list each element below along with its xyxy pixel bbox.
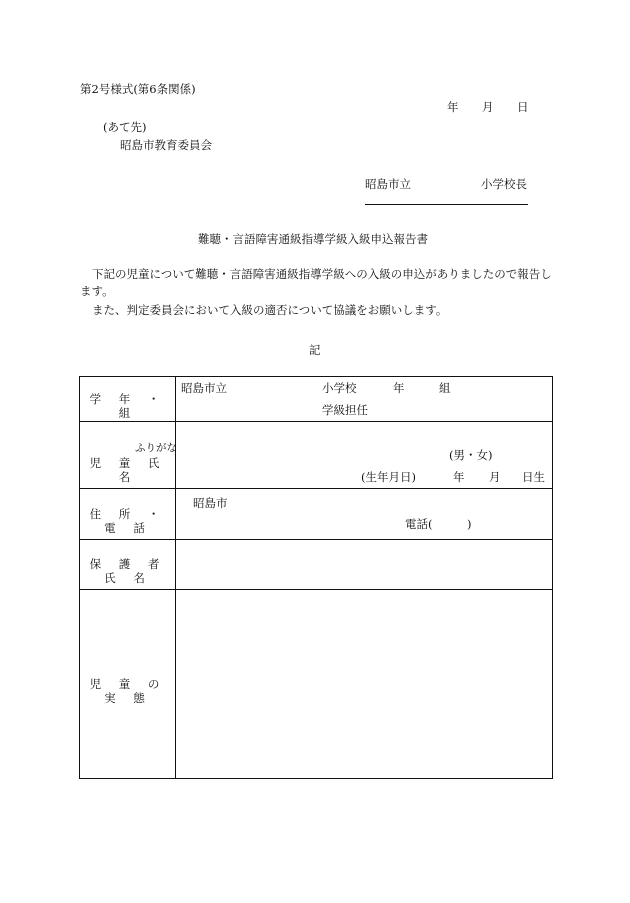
signature-line <box>365 204 528 205</box>
address-label: 住 所 ・ 電 話 <box>89 507 167 535</box>
date-day-label: 日 <box>517 100 529 114</box>
sender-title: 小学校長 <box>481 177 527 191</box>
child-condition-label: 児 童 の 実 態 <box>89 677 167 705</box>
birthdate-label: (生年月日) <box>361 470 416 484</box>
body-paragraph-1: 下記の児童について難聴・言語障害通級指導学級への入級の申込がありましたので報告します。 <box>80 267 552 298</box>
form-number: 第2号様式(第6条関係) <box>80 82 196 96</box>
grade-class-label: 組 <box>439 381 451 395</box>
gender-selector[interactable]: (男・女) <box>449 448 493 462</box>
grade-teacher-label: 学級担任 <box>322 403 368 417</box>
birth-year-label: 年 <box>453 470 465 484</box>
child-name-label: 児 童 氏 名 <box>89 456 167 484</box>
grade-year-label: 年 <box>393 381 405 395</box>
date-year-label: 年 <box>447 100 459 114</box>
addressee-name: 昭島市教育委員会 <box>120 138 212 152</box>
ki-marker: 記 <box>309 343 321 357</box>
furigana-label: ふりがな <box>135 442 177 454</box>
table-border-bottom <box>79 778 553 779</box>
address-city: 昭島市 <box>193 496 228 510</box>
row-divider <box>79 421 553 422</box>
row-divider <box>79 488 553 489</box>
grade-school-prefix: 昭島市立 <box>181 381 227 395</box>
body-paragraph-2: また、判定委員会において入級の適否について協議をお願いします。 <box>92 303 448 317</box>
table-border-right <box>552 376 553 779</box>
birth-day-label: 日生 <box>522 470 545 484</box>
document-title: 難聴・言語障害通級指導学級入級申込報告書 <box>198 232 428 246</box>
grade-label: 学 年 ・ 組 <box>89 392 167 420</box>
phone-label: 電話( ) <box>405 517 472 531</box>
grade-school-suffix: 小学校 <box>322 381 357 395</box>
guardian-label: 保 護 者 氏 名 <box>89 557 167 585</box>
addressee-prefix: (あて先) <box>103 120 147 134</box>
sender-city: 昭島市立 <box>365 177 411 191</box>
birth-month-label: 月 <box>489 470 501 484</box>
date-month-label: 月 <box>482 100 494 114</box>
table-border-top <box>79 376 553 377</box>
row-divider <box>79 539 553 540</box>
row-divider <box>79 589 553 590</box>
